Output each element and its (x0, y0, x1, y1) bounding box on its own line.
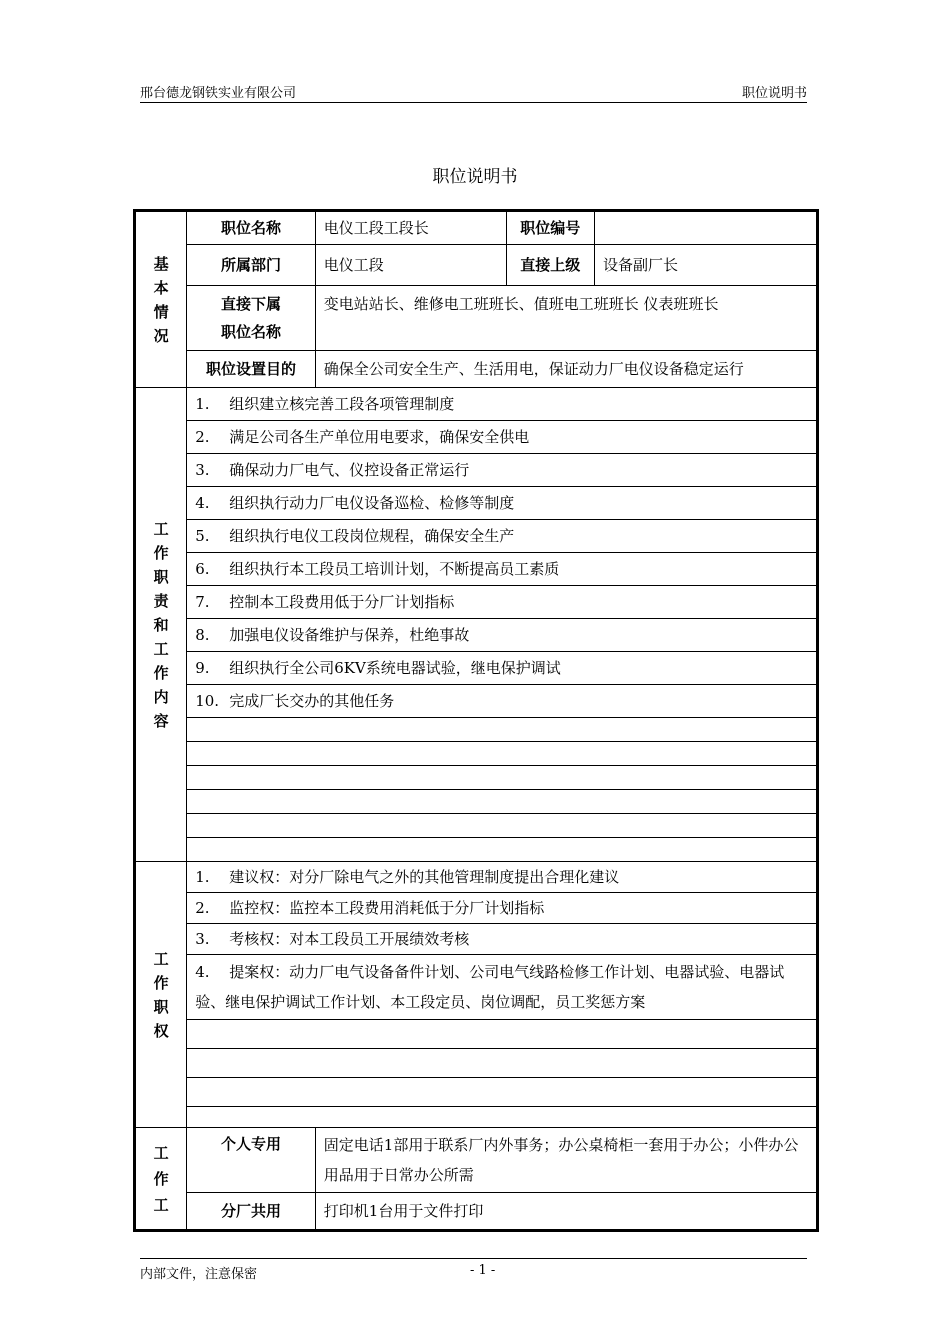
shared-label: 分厂共用 (187, 1193, 316, 1231)
blank-row (187, 742, 818, 766)
dept-value: 电仪工段 (315, 245, 506, 286)
position-code-label: 职位编号 (506, 211, 594, 245)
purpose-value: 确保全公司安全生产、生活用电，保证动力厂电仪设备稳定运行 (315, 351, 817, 388)
personal-value: 固定电话1部用于联系厂内外事务；办公桌椅柜一套用于办公；小件办公用品用于日常办公所需 (315, 1128, 817, 1193)
job-description-table (133, 209, 819, 1232)
confidential-note: 内部文件，注意保密 (140, 1267, 258, 1282)
doc-type: 职位说明书 (741, 86, 807, 101)
duty-item: 5. 组织执行电仪工段岗位规程，确保安全生产 (187, 520, 818, 553)
section-basic: 基 本 情 况 (135, 211, 187, 388)
blank-row (187, 814, 818, 838)
blank-row (187, 766, 818, 790)
position-name-value: 电仪工段工段长 (315, 211, 506, 245)
position-code-value (594, 211, 817, 245)
section-authority: 工 作 职 权 (135, 862, 187, 1128)
duty-item: 4. 组织执行动力厂电仪设备巡检、检修等制度 (187, 487, 818, 520)
authority-item: 1. 建议权：对分厂除电气之外的其他管理制度提出合理化建议 (187, 862, 818, 893)
duty-item: 10. 完成厂长交办的其他任务 (187, 685, 818, 718)
authority-item: 4. 提案权：动力厂电气设备备件计划、公司电气线路检修工作计划、电器试验、电器试验、继电保护调试工作计划、本工段定员、岗位调配，员工奖惩方案 (187, 955, 818, 1020)
subordinate-label: 直接下属 职位名称 (187, 286, 316, 351)
section-duties: 工 作 职 责 和 工 作 内 容 (135, 388, 187, 862)
company-name: 邢台德龙钢铁实业有限公司 (140, 86, 297, 101)
blank-row (187, 1107, 818, 1128)
section-tools: 工 作 工 (135, 1128, 187, 1231)
purpose-label: 职位设置目的 (187, 351, 316, 388)
blank-row (187, 1020, 818, 1049)
authority-item: 2. 监控权：监控本工段费用消耗低于分厂计划指标 (187, 893, 818, 924)
duty-item: 8. 加强电仪设备维护与保养，杜绝事故 (187, 619, 818, 652)
duty-item: 7. 控制本工段费用低于分厂计划指标 (187, 586, 818, 619)
blank-row (187, 718, 818, 742)
shared-value: 打印机1台用于文件打印 (315, 1193, 817, 1231)
page-header (140, 80, 807, 103)
duty-item: 3. 确保动力厂电气、仪控设备正常运行 (187, 454, 818, 487)
blank-row (187, 838, 818, 862)
duty-item: 2. 满足公司各生产单位用电要求，确保安全供电 (187, 421, 818, 454)
authority-item: 3. 考核权：对本工段员工开展绩效考核 (187, 924, 818, 955)
page-footer (140, 1258, 807, 1283)
page-title: 职位说明书 (432, 167, 518, 187)
duty-item: 9. 组织执行全公司6KV系统电器试验，继电保护调试 (187, 652, 818, 685)
position-name-label: 职位名称 (187, 211, 316, 245)
duty-item: 1. 组织建立核完善工段各项管理制度 (187, 388, 818, 421)
dept-label: 所属部门 (187, 245, 316, 286)
blank-row (187, 1049, 818, 1078)
page-number: - 1 - (470, 1263, 496, 1278)
blank-row (187, 790, 818, 814)
subordinates-value: 变电站站长、维修电工班班长、值班电工班班长 仪表班班长 (315, 286, 817, 351)
personal-label: 个人专用 (187, 1128, 316, 1193)
superior-label: 直接上级 (506, 245, 594, 286)
duty-item: 6. 组织执行本工段员工培训计划，不断提高员工素质 (187, 553, 818, 586)
superior-value: 设备副厂长 (594, 245, 817, 286)
blank-row (187, 1078, 818, 1107)
